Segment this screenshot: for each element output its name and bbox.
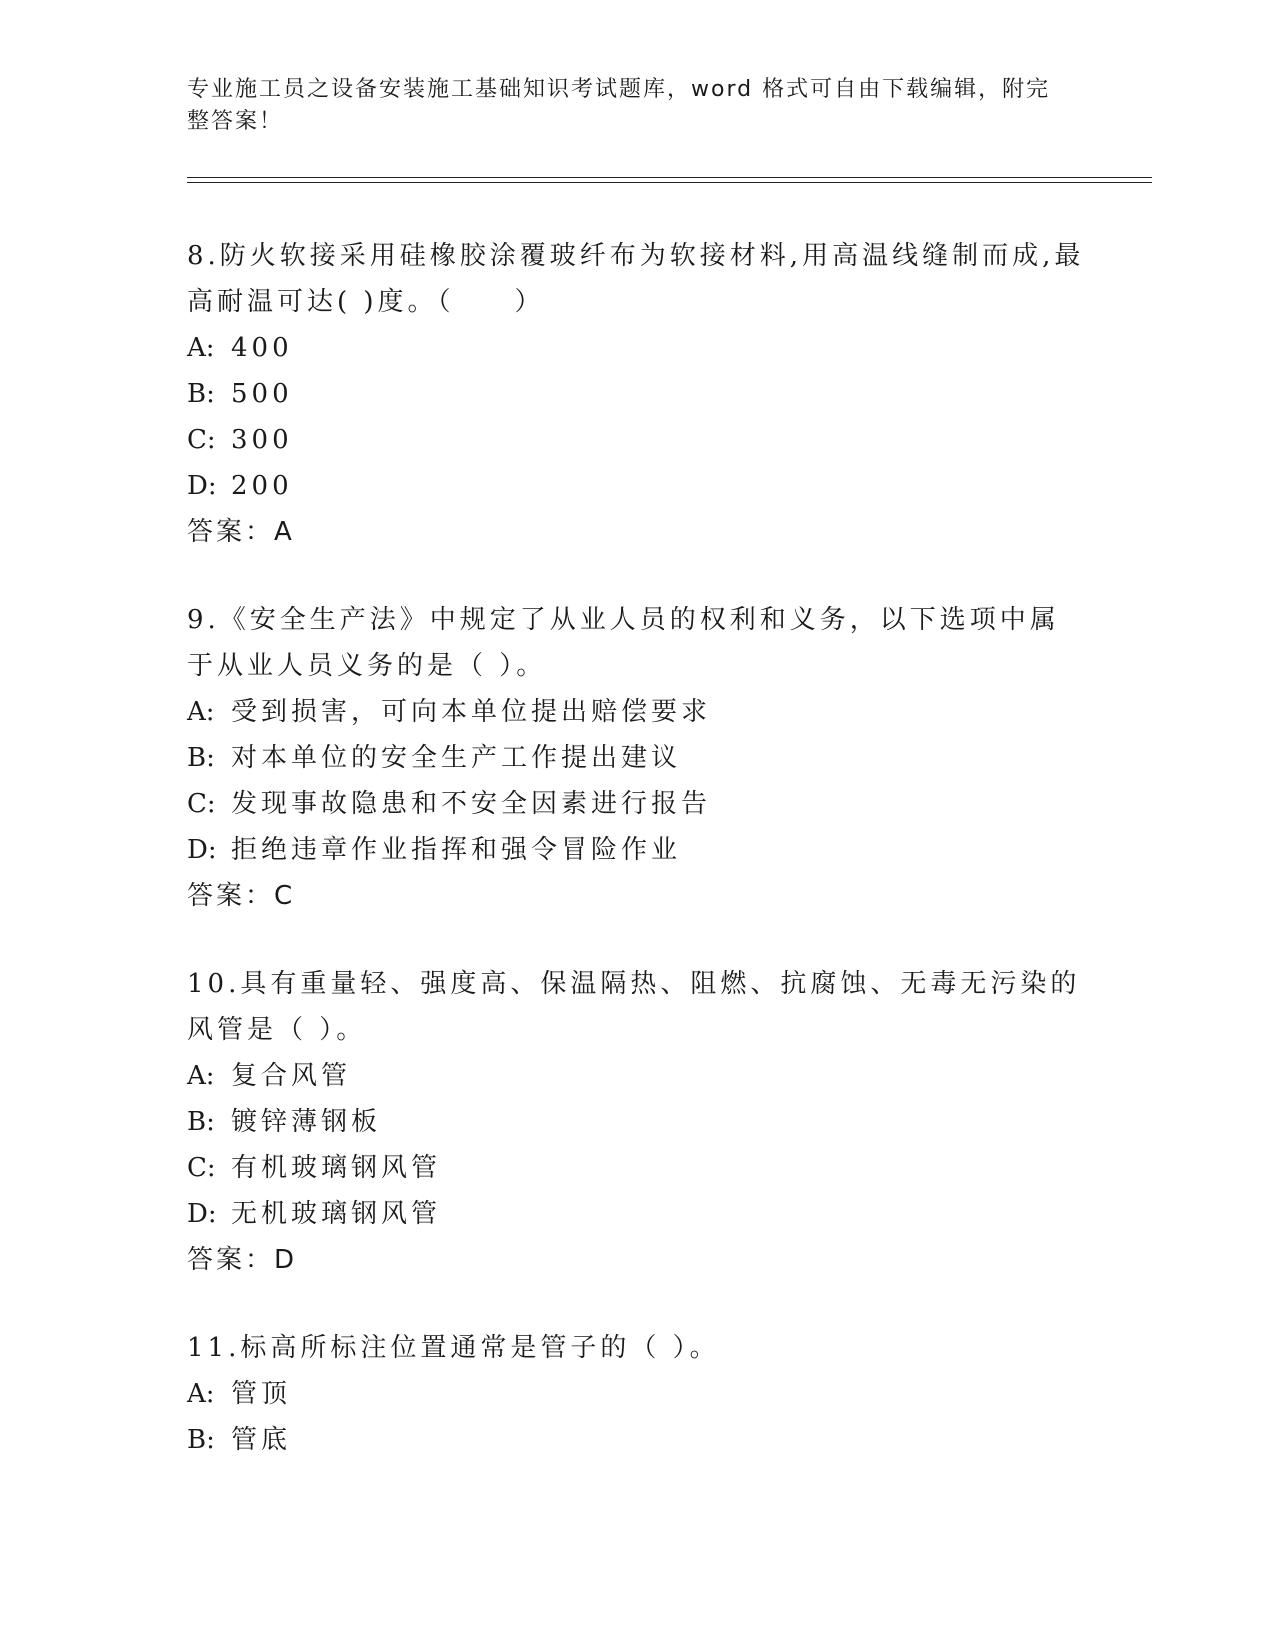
option-b (187, 371, 1087, 417)
option-key: A: (187, 333, 215, 363)
answer-line: 答案：D (187, 1245, 298, 1275)
option-key: B: (187, 743, 215, 773)
option-text: 拒绝违章作业指挥和强令冒险作业 (231, 835, 682, 865)
option-text: 200 (231, 471, 293, 501)
question-stem: 11.标高所标注位置通常是管子的（ ）。 (187, 1333, 720, 1363)
option-b (187, 1099, 1087, 1145)
option-a (187, 1371, 1087, 1417)
header-divider-top (187, 177, 1152, 178)
option-b (187, 735, 1087, 781)
option-key: C: (187, 1153, 216, 1183)
option-b (187, 1417, 1087, 1463)
answer-line: 答案：C (187, 881, 296, 911)
option-text: 400 (231, 333, 293, 363)
question-11 (187, 1325, 1087, 1463)
option-key: D: (187, 471, 217, 501)
option-a (187, 689, 1087, 735)
option-key: D: (187, 835, 217, 865)
option-c (187, 1145, 1087, 1191)
header-divider-bottom (187, 182, 1152, 183)
option-key: C: (187, 789, 216, 819)
answer-line: 答案：A (187, 517, 295, 547)
option-c (187, 781, 1087, 827)
option-key: A: (187, 697, 215, 727)
option-key: B: (187, 1425, 215, 1455)
document-header: 专业施工员之设备安装施工基础知识考试题库，word 格式可自由下载编辑，附完整答案！ (187, 77, 1051, 134)
option-text: 300 (231, 425, 293, 455)
option-d (187, 463, 1087, 509)
option-text: 无机玻璃钢风管 (231, 1199, 442, 1229)
option-d (187, 827, 1087, 873)
option-c (187, 417, 1087, 463)
option-text: 镀锌薄钢板 (231, 1107, 382, 1137)
option-text: 发现事故隐患和不安全因素进行报告 (231, 789, 712, 819)
option-a (187, 1053, 1087, 1099)
option-key: B: (187, 1107, 215, 1137)
question-9 (187, 597, 1087, 919)
option-text: 有机玻璃钢风管 (231, 1153, 442, 1183)
option-key: A: (187, 1061, 215, 1091)
question-10 (187, 961, 1087, 1283)
option-text: 管顶 (231, 1379, 292, 1409)
question-stem: 8.防火软接采用硅橡胶涂覆玻纤布为软接材料,用高温线缝制而成,最高耐温可达( )度。（ ） (187, 241, 1085, 317)
question-stem: 10.具有重量轻、强度高、保温隔热、阻燃、抗腐蚀、无毒无污染的风管是（ ）。 (187, 969, 1081, 1045)
option-key: B: (187, 379, 215, 409)
option-key: C: (187, 425, 216, 455)
option-text: 管底 (231, 1425, 292, 1455)
question-stem: 9.《安全生产法》中规定了从业人员的权利和义务，以下选项中属于从业人员义务的是（ ）。 (187, 605, 1060, 681)
question-8 (187, 233, 1087, 555)
option-text: 受到损害，可向本单位提出赔偿要求 (231, 697, 712, 727)
option-a (187, 325, 1087, 371)
option-key: D: (187, 1199, 217, 1229)
option-d (187, 1191, 1087, 1237)
option-text: 500 (231, 379, 293, 409)
option-text: 复合风管 (231, 1061, 352, 1091)
option-key: A: (187, 1379, 215, 1409)
option-text: 对本单位的安全生产工作提出建议 (231, 743, 682, 773)
